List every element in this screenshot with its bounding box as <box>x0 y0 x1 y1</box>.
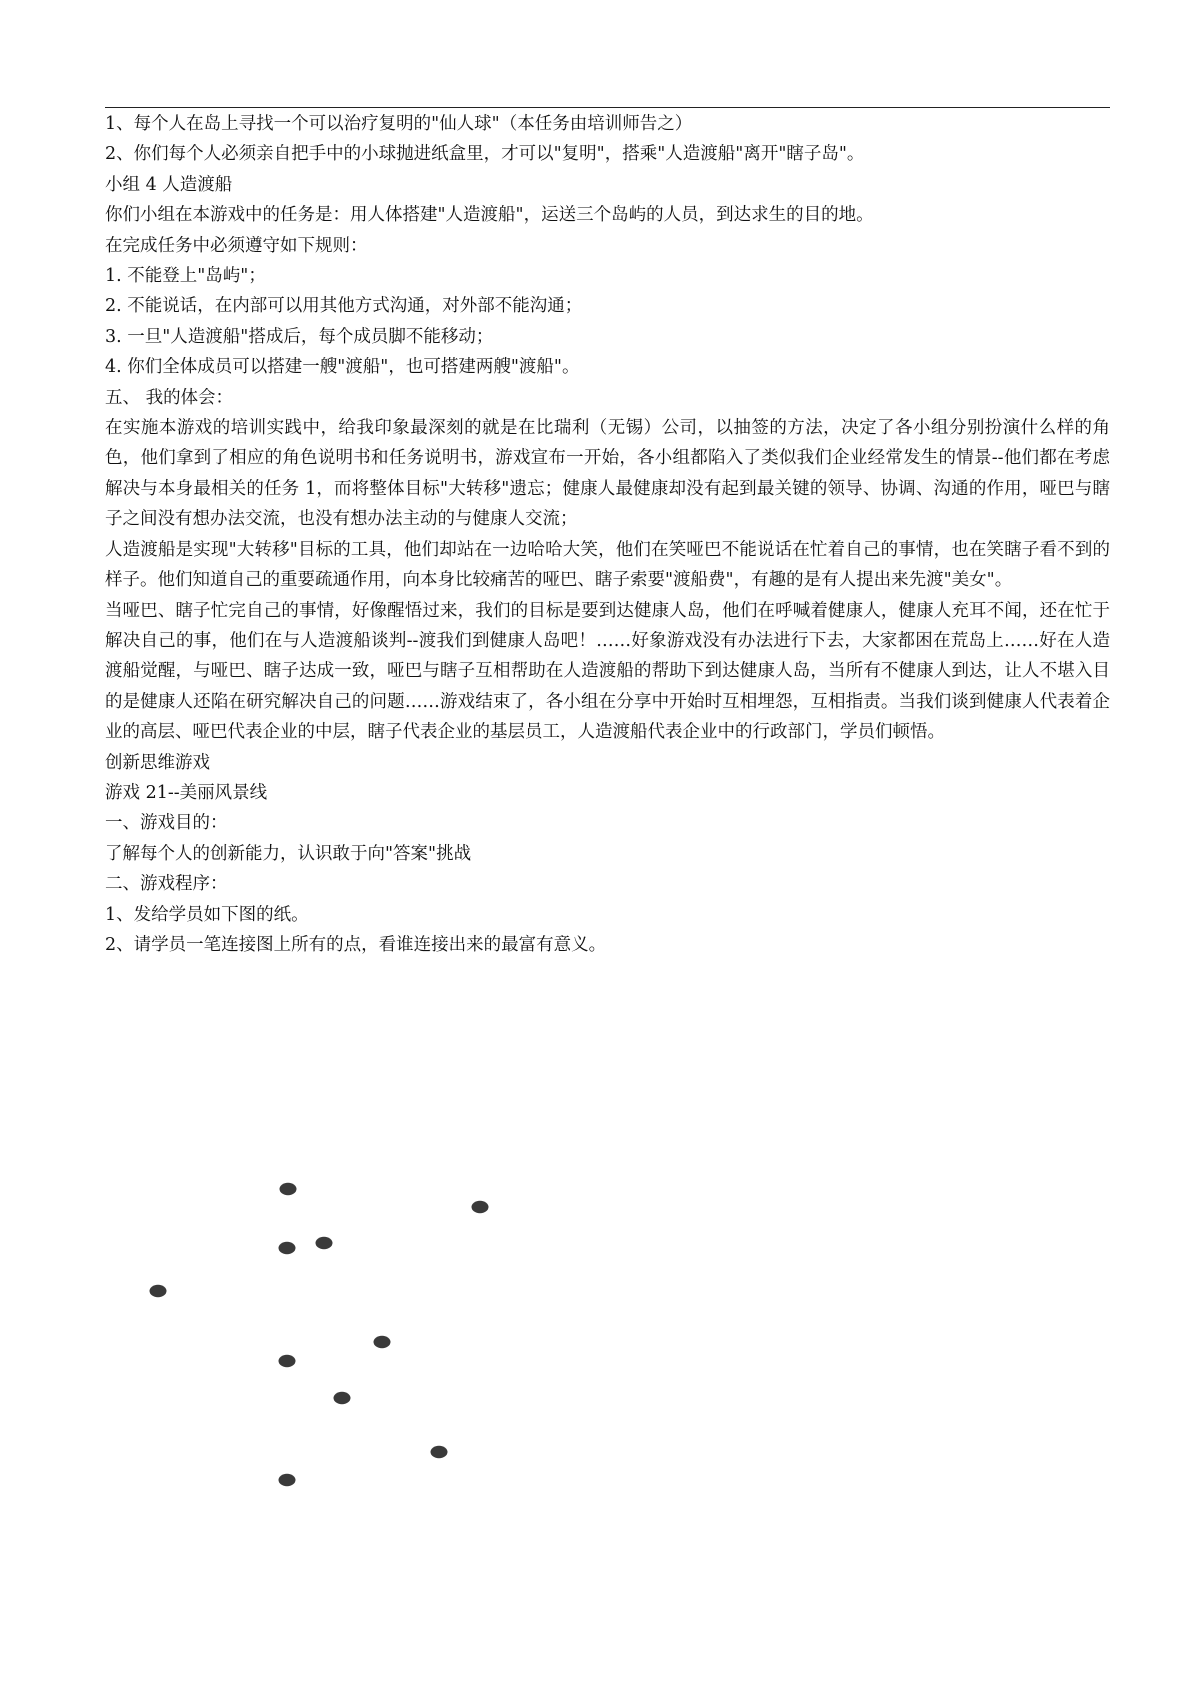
dot-figure <box>105 1100 705 1580</box>
reflection-paragraph-1: 在实施本游戏的培训实践中，给我印象最深刻的就是在比瑞利（无锡）公司，以抽签的方法，决定了各小组分别扮演什么样的角色，他们拿到了相应的角色说明书和任务说明书，游戏宣布一开始，各小组都陷入了类似我们企业经常发生的情景--他们都在考虑解决与本身最相关的任务 1，而将整体目标"大转移"遗忘；健康人最健康却没有起到最关键的领导、协调、沟通的作用，哑巴与瞎子之间没有想办法交流，也没有想办法主动的与健康人交流； <box>105 418 1110 530</box>
rule-2: 2. 不能说话，在内部可以用其他方式沟通，对外部不能沟通； <box>105 296 583 317</box>
group-4-heading: 小组 4 人造渡船 <box>105 174 233 195</box>
figure-dot-3 <box>279 1242 296 1254</box>
rule-1: 1. 不能登上"岛屿"； <box>105 266 266 287</box>
game-21-title: 游戏 21--美丽风景线 <box>105 782 268 803</box>
dot-figure-svg <box>105 1100 705 1580</box>
reflection-paragraph-3: 当哑巴、瞎子忙完自己的事情，好像醒悟过来，我们的目标是要到达健康人岛，他们在呼喊着健康人，健康人充耳不闻，还在忙于解决自己的事，他们在与人造渡船谈判--渡我们到健康人岛吧！……好象游戏没有办法进行下去，大家都困在荒岛上……好在人造渡船觉醒，与哑巴、瞎子达成一致，哑巴与瞎子互相帮助在人造渡船的帮助下到达健康人岛，当所有不健康人到达，让人不堪入目的是健康人还陷在研究解决自己的问题……游戏结束了，各小组在分享中开始时互相埋怨，互相指责。当我们谈到健康人代表着企业的高层、哑巴代表企业的中层，瞎子代表企业的基层员工，人造渡船代表企业中的行政部门，学员们顿悟。 <box>105 600 1110 743</box>
rules-intro: 在完成任务中必须遵守如下规则： <box>105 235 368 256</box>
document-body <box>105 109 1110 960</box>
figure-dot-9 <box>431 1446 448 1458</box>
figure-dot-4 <box>316 1237 333 1249</box>
header-rule <box>105 107 1110 108</box>
rule-3: 3. 一旦"人造渡船"搭成后，每个成员脚不能移动； <box>105 326 494 347</box>
group-4-task: 你们小组在本游戏中的任务是：用人体搭建"人造渡船"，运送三个岛屿的人员，到达求生的目的地。 <box>105 205 874 226</box>
figure-dot-7 <box>279 1355 296 1367</box>
section-5-heading: 五、 我的体会： <box>105 387 234 408</box>
game-purpose-heading: 一、游戏目的： <box>105 813 228 834</box>
figure-dot-10 <box>279 1474 296 1486</box>
task-line-1: 1、每个人在岛上寻找一个可以治疗复明的"仙人球"（本任务由培训师告之） <box>105 114 693 134</box>
figure-dot-5 <box>150 1285 167 1297</box>
figure-dot-1 <box>280 1183 297 1195</box>
figure-dot-6 <box>374 1336 391 1348</box>
creative-games-heading: 创新思维游戏 <box>105 752 210 773</box>
figure-dot-2 <box>472 1201 489 1213</box>
reflection-paragraph-2: 人造渡船是实现"大转移"目标的工具，他们却站在一边哈哈大笑，他们在笑哑巴不能说话在忙着自己的事情，也在笑瞎子看不到的样子。他们知道自己的重要疏通作用，向本身比较痛苦的哑巴、瞎子索要"渡船费"，有趣的是有人提出来先渡"美女"。 <box>105 539 1110 591</box>
rule-4: 4. 你们全体成员可以搭建一艘"渡船"，也可搭建两艘"渡船"。 <box>105 357 580 378</box>
game-purpose-text: 了解每个人的创新能力，认识敢于向"答案"挑战 <box>105 843 472 864</box>
game-procedure-heading: 二、游戏程序： <box>105 874 228 895</box>
procedure-step-1: 1、发给学员如下图的纸。 <box>105 904 309 925</box>
task-line-2: 2、你们每个人必须亲自把手中的小球抛进纸盒里，才可以"复明"，搭乘"人造渡船"离开"瞎子岛"。 <box>105 144 865 165</box>
figure-dot-8 <box>334 1392 351 1404</box>
procedure-step-2: 2、请学员一笔连接图上所有的点，看谁连接出来的最富有意义。 <box>105 934 607 955</box>
